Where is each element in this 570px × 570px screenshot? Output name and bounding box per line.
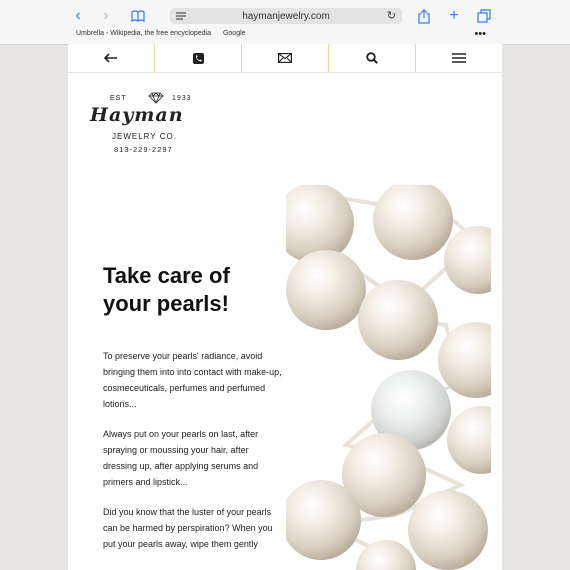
logo-name: Hayman [90,104,184,126]
site-nav [68,44,502,73]
bookmark-link-google[interactable]: Google [222,30,246,37]
phone-icon[interactable] [155,44,242,72]
article-title-line2: your pearls! [103,291,229,316]
bookmarks-icon[interactable] [128,6,148,26]
reload-icon[interactable]: ↻ [386,10,396,22]
browser-back-icon[interactable]: ‹ [75,7,81,24]
bookmark-link-wikipedia[interactable]: Umbrella - Wikipedia, the free encyclopedia [76,30,212,37]
url-text: haymanjewelry.com [242,10,330,22]
logo-year: 1933 [172,95,192,102]
article-title-line1: Take care of [103,263,230,288]
logo-phone: 813-229-2297 [114,145,173,154]
article-title [103,262,283,318]
new-tab-icon[interactable]: + [449,7,459,24]
browser-toolbar [68,6,502,26]
tabs-icon[interactable] [474,6,494,26]
menu-icon[interactable] [416,44,502,72]
browser-forward-icon[interactable]: › [103,7,109,24]
mail-icon[interactable] [242,44,329,72]
logo-est: EST [110,95,127,102]
reader-icon[interactable] [176,12,186,20]
bookmarks-bar [76,30,496,40]
diamond-icon [148,92,164,104]
pearls-image [286,185,491,570]
search-icon[interactable] [329,44,416,72]
article [103,262,283,552]
article-paragraph: To preserve your pearls' radiance, avoid bringing them into into contact with make-up, cosmeceuticals, perfumes and perfumed lotions... [103,351,282,409]
safari-toolbar [0,0,570,45]
web-page [68,44,502,570]
back-arrow-icon[interactable] [68,44,155,72]
site-logo[interactable] [90,92,210,157]
more-icon[interactable]: ••• [474,28,486,40]
article-paragraph: Always put on your pearls on last, after spraying or moussing your hair, after dressing up, after applying serums and primers and lipstick... [103,429,259,487]
article-paragraph: Did you know that the luster of your pearls can be harmed by perspiration? When you put your pearls away, wipe them gently [103,507,273,549]
share-icon[interactable] [414,6,434,26]
address-bar[interactable] [170,8,402,24]
logo-subtitle: JEWELRY CO. [112,132,177,141]
